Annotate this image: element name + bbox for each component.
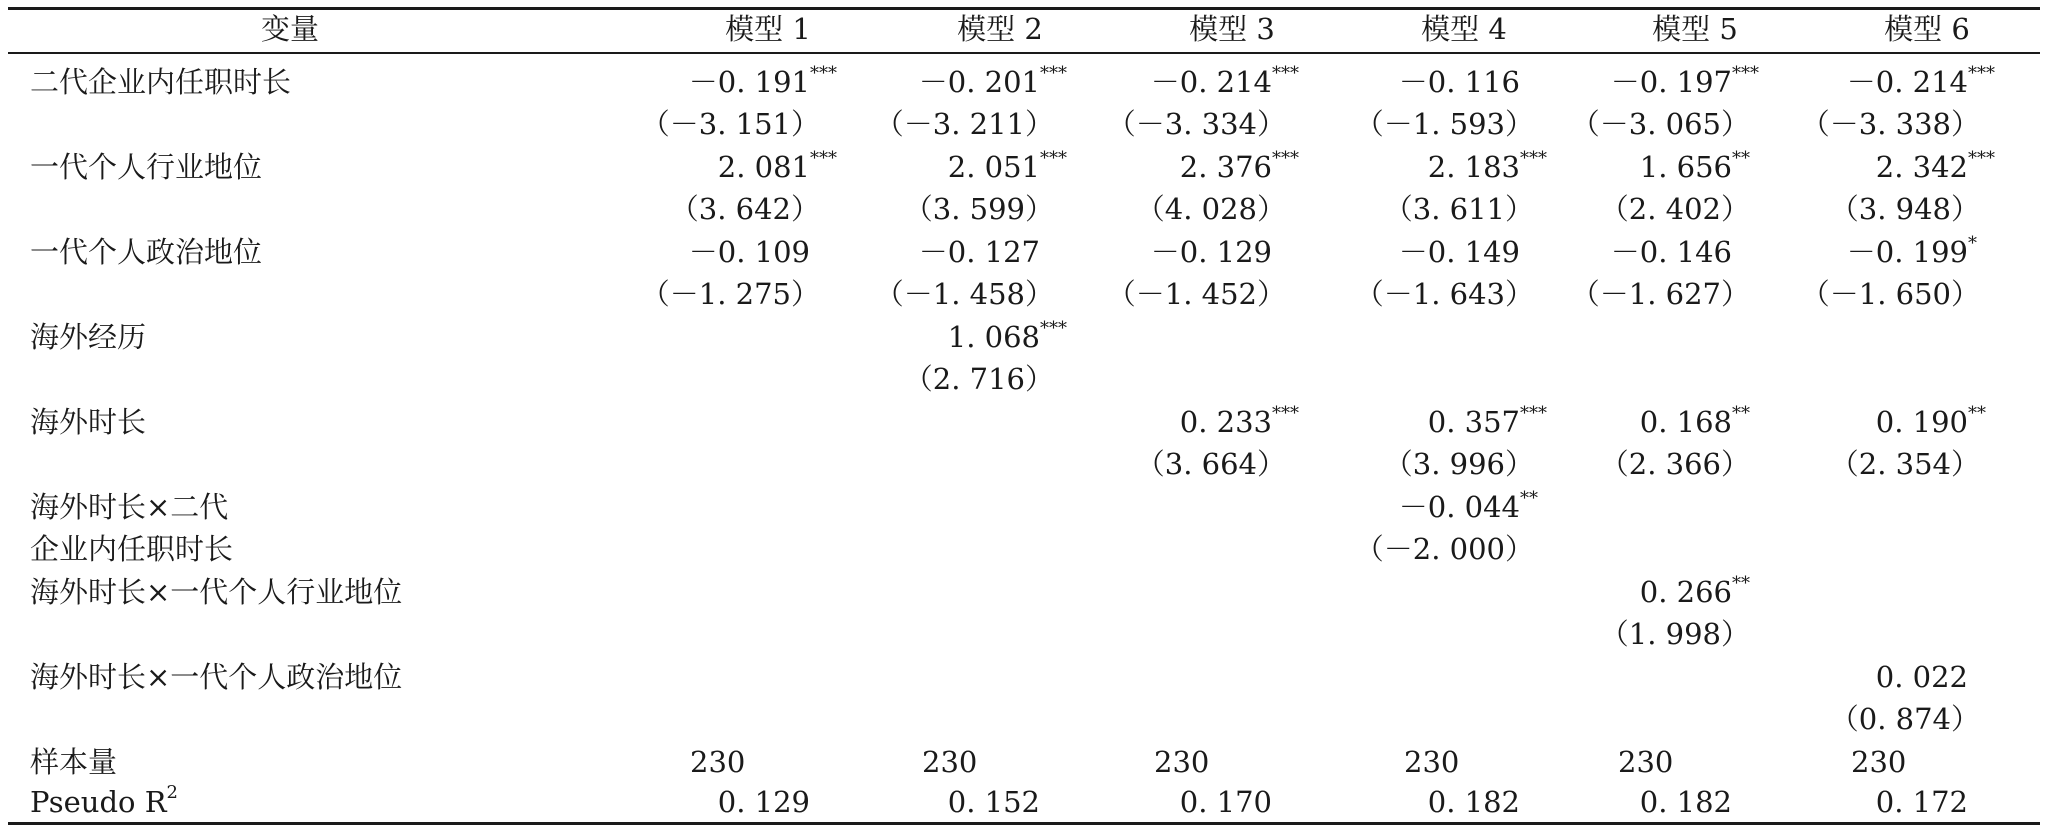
t-statistic-cell: （2. 354） [1829,447,1980,481]
coefficient-value: －0. 214 [1846,65,1968,99]
significance-stars: ** [1732,403,1750,424]
significance-stars: ** [1732,573,1750,594]
t-statistic-cell: （－2. 000） [1354,532,1534,566]
coefficient-value: －0. 197 [1610,65,1732,99]
coefficient-cell [1399,62,1560,102]
significance-stars: *** [1732,63,1759,84]
coefficient-cell [948,147,1080,187]
coefficient-cell [1876,402,2008,442]
significance-stars: *** [1272,148,1299,169]
significance-stars: ** [1968,403,1986,424]
pseudo-r2-value: 0. 170 [1179,785,1272,819]
coefficient-cell [948,317,1080,357]
coefficient-cell [1640,147,1772,187]
sample-size-value: 230 [1618,745,1674,779]
coefficient-value: 0. 357 [1427,405,1520,439]
t-statistic-cell: （3. 599） [903,192,1054,226]
pseudo-r2-value: 0. 182 [1427,785,1520,819]
coefficient-value: 0. 168 [1639,405,1732,439]
significance-stars: *** [1968,63,1995,84]
coefficient-cell [1847,232,2008,272]
coefficient-value: 2. 183 [1427,150,1520,184]
row-label-continued: 企业内任职时长 [30,532,234,566]
table-bottom-rule [8,822,2040,825]
row-label: 一代个人行业地位 [30,150,263,184]
model-header-3: 模型 3 [1189,12,1275,46]
row-label: 海外时长×二代 [30,490,229,524]
t-statistic-cell: （－1. 275） [640,277,820,311]
coefficient-cell [919,232,1080,272]
coefficient-cell [718,147,850,187]
coefficient-value: －0. 127 [918,235,1040,269]
pseudo-r2-value: 0. 172 [1875,785,1968,819]
coefficient-value: －0. 199 [1846,235,1968,269]
coefficient-cell [1847,62,2008,102]
t-statistic-cell: （－1. 458） [874,277,1054,311]
t-statistic-cell: （2. 402） [1599,192,1750,226]
sample-size-value: 230 [1404,745,1460,779]
row-label: 二代企业内任职时长 [30,65,292,99]
t-statistic-cell: （－1. 627） [1570,277,1750,311]
coefficient-value: 0. 266 [1639,575,1732,609]
row-label: 一代个人政治地位 [30,235,263,269]
significance-stars: *** [1520,403,1547,424]
sample-size-label: 样本量 [30,745,118,779]
significance-stars: *** [1040,63,1067,84]
coefficient-cell [1640,572,1772,612]
significance-stars: ** [1520,488,1538,509]
t-statistic-cell: （3. 996） [1383,447,1534,481]
model-header-5: 模型 5 [1652,12,1738,46]
coefficient-value: －0. 044 [1398,490,1520,524]
coefficient-cell [1399,487,1560,527]
sample-size-value: 230 [1851,745,1907,779]
coefficient-value: 1. 656 [1639,150,1732,184]
coefficient-value: －0. 201 [918,65,1040,99]
coefficient-cell [1151,62,1312,102]
coefficient-value: 0. 233 [1179,405,1272,439]
coefficient-cell [919,62,1080,102]
t-statistic-cell: （2. 716） [903,362,1054,396]
row-label: 海外时长×一代个人行业地位 [30,575,403,609]
pseudo-r2-label [30,782,178,822]
t-statistic-cell: （－1. 643） [1354,277,1534,311]
t-statistic-cell: （－1. 452） [1106,277,1286,311]
pseudo-r2-superscript: 2 [166,782,178,803]
coefficient-value: 1. 068 [947,320,1040,354]
t-statistic-cell: （－3. 334） [1106,107,1286,141]
model-header-2: 模型 2 [957,12,1043,46]
t-statistic-cell: （－1. 593） [1354,107,1534,141]
t-statistic-cell: （－3. 065） [1570,107,1750,141]
coefficient-cell [1399,232,1560,272]
coefficient-cell [1180,402,1312,442]
t-statistic-cell: （3. 611） [1383,192,1534,226]
t-statistic-cell: （－3. 151） [640,107,820,141]
t-statistic-cell: （4. 028） [1135,192,1286,226]
coefficient-value: 0. 022 [1875,660,1968,694]
coefficient-cell [1180,147,1312,187]
coefficient-value: －0. 109 [688,235,810,269]
sample-size-value: 230 [690,745,746,779]
coefficient-value: 2. 376 [1179,150,1272,184]
t-statistic-cell: （1. 998） [1599,617,1750,651]
coefficient-cell [1876,657,2008,697]
t-statistic-cell: （0. 874） [1829,702,1980,736]
model-header-4: 模型 4 [1421,12,1507,46]
coefficient-cell [689,232,850,272]
t-statistic-cell: （3. 948） [1829,192,1980,226]
coefficient-value: 0. 190 [1875,405,1968,439]
coefficient-value: －0. 214 [1150,65,1272,99]
significance-stars: *** [1968,148,1995,169]
coefficient-value: 2. 081 [717,150,810,184]
row-label: 海外时长 [30,405,147,439]
t-statistic-cell: （－3. 211） [874,107,1054,141]
coefficient-cell [1876,147,2008,187]
coefficient-value: 2. 342 [1875,150,1968,184]
variable-header: 变量 [260,12,319,46]
pseudo-r2-value: 0. 152 [947,785,1040,819]
significance-stars: *** [810,148,837,169]
sample-size-value: 230 [1154,745,1210,779]
t-statistic-cell: （－1. 650） [1800,277,1980,311]
coefficient-cell [1151,232,1312,272]
pseudo-r2-value: 0. 129 [717,785,810,819]
row-label: 海外时长×一代个人政治地位 [30,660,403,694]
significance-stars: ** [1732,148,1750,169]
significance-stars: * [1968,233,1977,254]
coefficient-cell [689,62,850,102]
significance-stars: *** [1272,403,1299,424]
significance-stars: *** [1520,148,1547,169]
coefficient-cell [1611,232,1772,272]
pseudo-r2-text: Pseudo R [30,785,167,819]
t-statistic-cell: （3. 664） [1135,447,1286,481]
coefficient-cell [1428,147,1560,187]
coefficient-value: －0. 129 [1150,235,1272,269]
coefficient-value: －0. 146 [1610,235,1732,269]
coefficient-cell [1611,62,1772,102]
model-header-1: 模型 1 [725,12,811,46]
t-statistic-cell: （－3. 338） [1800,107,1980,141]
coefficient-cell [1428,402,1560,442]
row-label: 海外经历 [30,320,147,354]
coefficient-value: 2. 051 [947,150,1040,184]
t-statistic-cell: （2. 366） [1599,447,1750,481]
significance-stars: *** [1040,148,1067,169]
significance-stars: *** [1040,318,1067,339]
sample-size-value: 230 [922,745,978,779]
coefficient-value: －0. 191 [688,65,810,99]
model-header-6: 模型 6 [1884,12,1970,46]
significance-stars: *** [1272,63,1299,84]
coefficient-value: －0. 149 [1398,235,1520,269]
pseudo-r2-value: 0. 182 [1639,785,1732,819]
t-statistic-cell: （3. 642） [669,192,820,226]
coefficient-cell [1640,402,1772,442]
coefficient-value: －0. 116 [1398,65,1520,99]
significance-stars: *** [810,63,837,84]
